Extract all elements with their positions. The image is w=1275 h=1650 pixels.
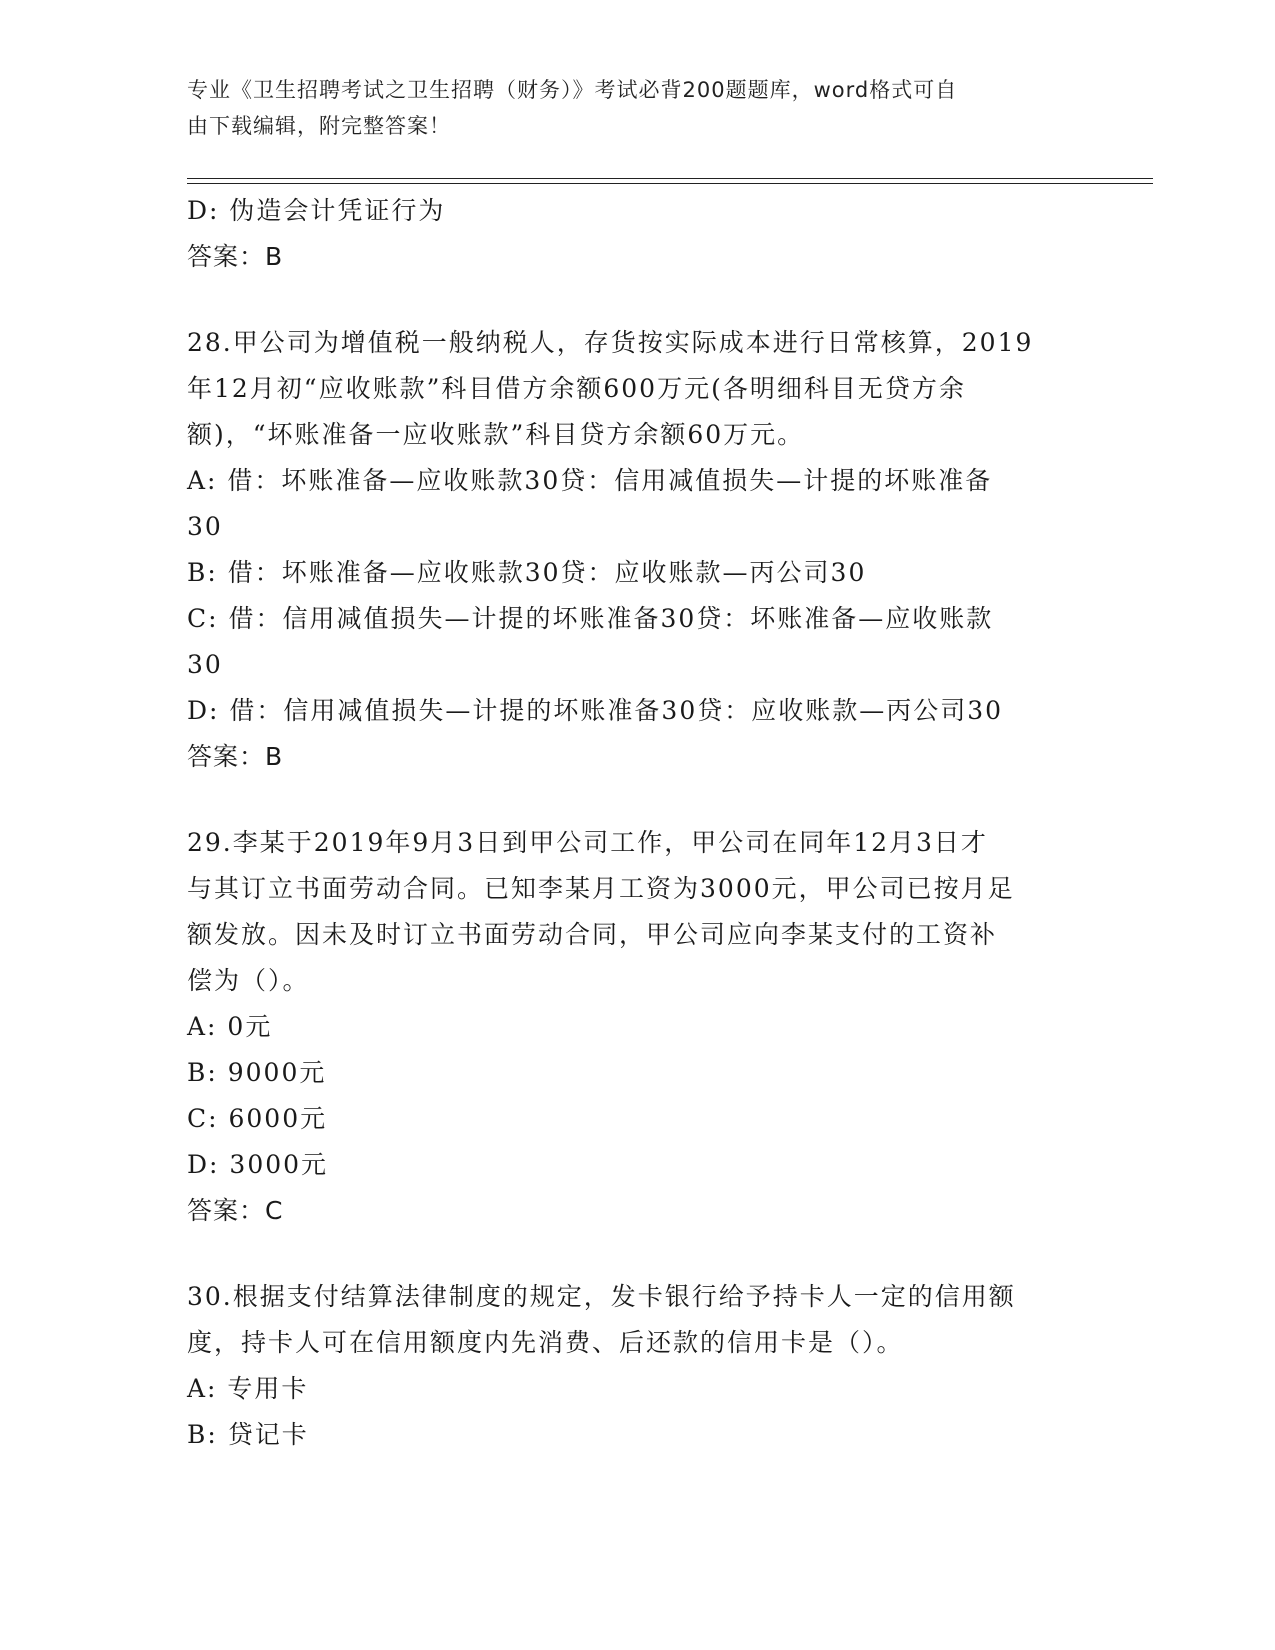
option-b: B: 9000元 bbox=[187, 1058, 327, 1087]
header-divider-bottom bbox=[187, 183, 1153, 184]
question-stem-line: 年12月初“应收账款”科目借方余额600万元(各明细科目无贷方余 bbox=[187, 374, 966, 403]
header-line-2: 由下载编辑，附完整答案！ bbox=[187, 114, 451, 138]
option-b: B: 贷记卡 bbox=[187, 1420, 309, 1449]
option-b: B: 借：坏账准备—应收账款30贷：应收账款—丙公司30 bbox=[187, 558, 867, 587]
previous-question-tail bbox=[187, 188, 1087, 280]
option-a: A: 借：坏账准备—应收账款30贷：信用减值损失—计提的坏账准备 bbox=[187, 466, 993, 495]
question-stem-line: 偿为（）。 bbox=[187, 966, 310, 995]
answer-line: 答案：B bbox=[187, 742, 284, 771]
header-line-1: 专业《卫生招聘考试之卫生招聘（财务）》考试必背200题题库，word格式可自 bbox=[187, 78, 958, 102]
option-c: C: 6000元 bbox=[187, 1104, 328, 1133]
option-a: A: 专用卡 bbox=[187, 1374, 309, 1403]
option-d: D: 伪造会计凭证行为 bbox=[187, 196, 446, 225]
option-d: D: 借：信用减值损失—计提的坏账准备30贷：应收账款—丙公司30 bbox=[187, 696, 1004, 725]
question-29 bbox=[187, 820, 1087, 1234]
question-stem-line: 29.李某于2019年9月3日到甲公司工作，甲公司在同年12月3日才 bbox=[187, 828, 988, 857]
header-divider-top bbox=[187, 178, 1153, 179]
option-a-continued: 30 bbox=[187, 512, 223, 541]
option-d: D: 3000元 bbox=[187, 1150, 329, 1179]
question-stem-line: 28.甲公司为增值税一般纳税人，存货按实际成本进行日常核算，2019 bbox=[187, 328, 1034, 357]
document-header bbox=[187, 72, 1067, 144]
question-stem-line: 额)，“坏账准备一应收账款”科目贷方余额60万元。 bbox=[187, 420, 805, 449]
question-stem-line: 额发放。因未及时订立书面劳动合同，甲公司应向李某支付的工资补 bbox=[187, 920, 998, 949]
question-30 bbox=[187, 1274, 1087, 1458]
question-stem-line: 30.根据支付结算法律制度的规定，发卡银行给予持卡人一定的信用额 bbox=[187, 1282, 1016, 1311]
question-stem-line: 度，持卡人可在信用额度内先消费、后还款的信用卡是（）。 bbox=[187, 1328, 904, 1357]
option-a: A: 0元 bbox=[187, 1012, 273, 1041]
question-28 bbox=[187, 320, 1087, 780]
option-c-continued: 30 bbox=[187, 650, 223, 679]
option-c: C: 借：信用减值损失—计提的坏账准备30贷：坏账准备—应收账款 bbox=[187, 604, 994, 633]
answer-line: 答案：B bbox=[187, 242, 284, 271]
document-body bbox=[187, 188, 1087, 1458]
answer-line: 答案：C bbox=[187, 1196, 284, 1225]
question-stem-line: 与其订立书面劳动合同。已知李某月工资为3000元，甲公司已按月足 bbox=[187, 874, 1015, 903]
